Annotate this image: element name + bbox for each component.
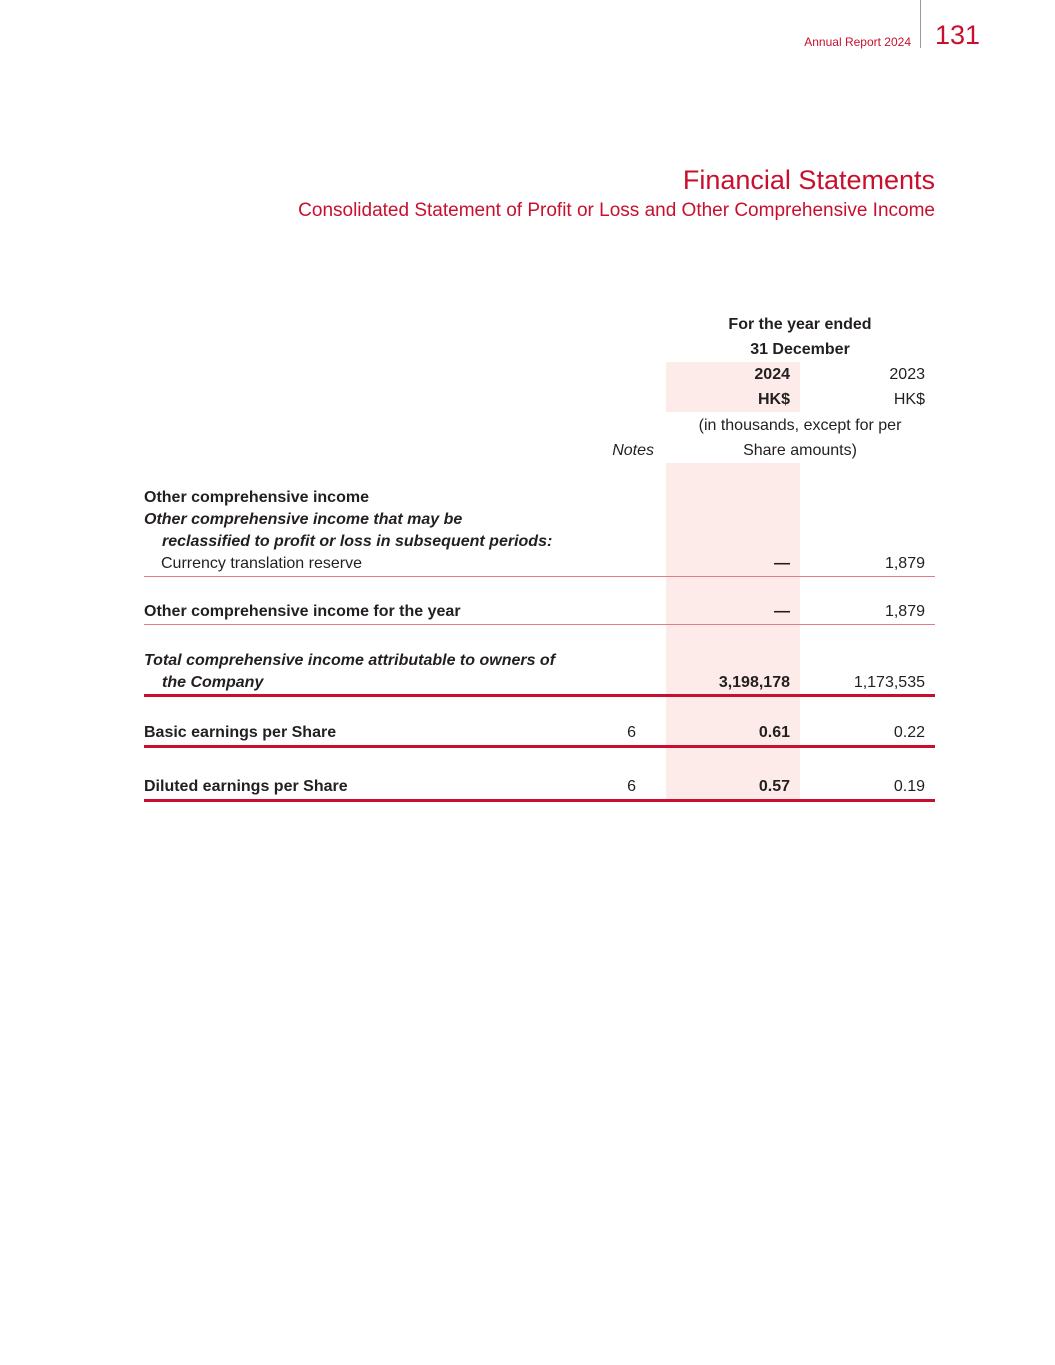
basic-eps-label: Basic earnings per Share: [144, 724, 337, 741]
total-rule: [144, 694, 935, 697]
current-year-column-shade: [666, 463, 800, 802]
total-rule: [144, 799, 935, 802]
basic-eps-2023: 0.22: [893, 724, 925, 741]
total-rule: [144, 745, 935, 748]
oci-total-2023: 1,879: [884, 603, 925, 620]
report-name: Annual Report 2024: [804, 35, 911, 49]
units-label-line2: Share amounts): [743, 442, 857, 459]
page-title: Financial Statements: [682, 165, 935, 195]
diluted-eps-note: 6: [627, 778, 636, 795]
page-number: 131: [935, 20, 981, 50]
period-label-line2: 31 December: [750, 341, 850, 358]
oci-reclass-label-line1: Other comprehensive income that may be: [144, 511, 463, 528]
row-divider: [144, 624, 935, 625]
currency-reserve-2023: 1,879: [884, 555, 925, 572]
total-ci-2023: 1,173,535: [853, 674, 925, 691]
total-ci-label-line1: Total comprehensive income attributable to owners of: [144, 652, 556, 669]
basic-eps-note: 6: [627, 724, 636, 741]
notes-column-header: Notes: [612, 442, 654, 459]
diluted-eps-2023: 0.19: [893, 778, 925, 795]
currency-reserve-2024: —: [774, 555, 790, 572]
year-prior: 2023: [889, 366, 925, 383]
period-label-line1: For the year ended: [728, 316, 872, 333]
oci-total-label: Other comprehensive income for the year: [144, 603, 461, 620]
year-current: 2024: [754, 366, 790, 383]
page-subtitle: Consolidated Statement of Profit or Loss and Other Comprehensive Income: [298, 200, 935, 221]
oci-total-2024: —: [774, 603, 790, 620]
currency-reserve-label: Currency translation reserve: [161, 555, 362, 572]
diluted-eps-label: Diluted earnings per Share: [144, 778, 348, 795]
oci-heading: Other comprehensive income: [144, 489, 369, 506]
diluted-eps-2024: 0.57: [758, 778, 790, 795]
currency-current: HK$: [757, 391, 790, 408]
total-ci-label-line2: the Company: [162, 674, 264, 691]
currency-prior: HK$: [893, 391, 925, 408]
header-divider: [920, 0, 921, 48]
total-ci-2024: 3,198,178: [718, 674, 790, 691]
row-divider: [144, 576, 935, 577]
units-label-line1: (in thousands, except for per: [698, 417, 902, 434]
basic-eps-2024: 0.61: [758, 724, 790, 741]
oci-reclass-label-line2: reclassified to profit or loss in subsequent periods:: [162, 533, 553, 550]
